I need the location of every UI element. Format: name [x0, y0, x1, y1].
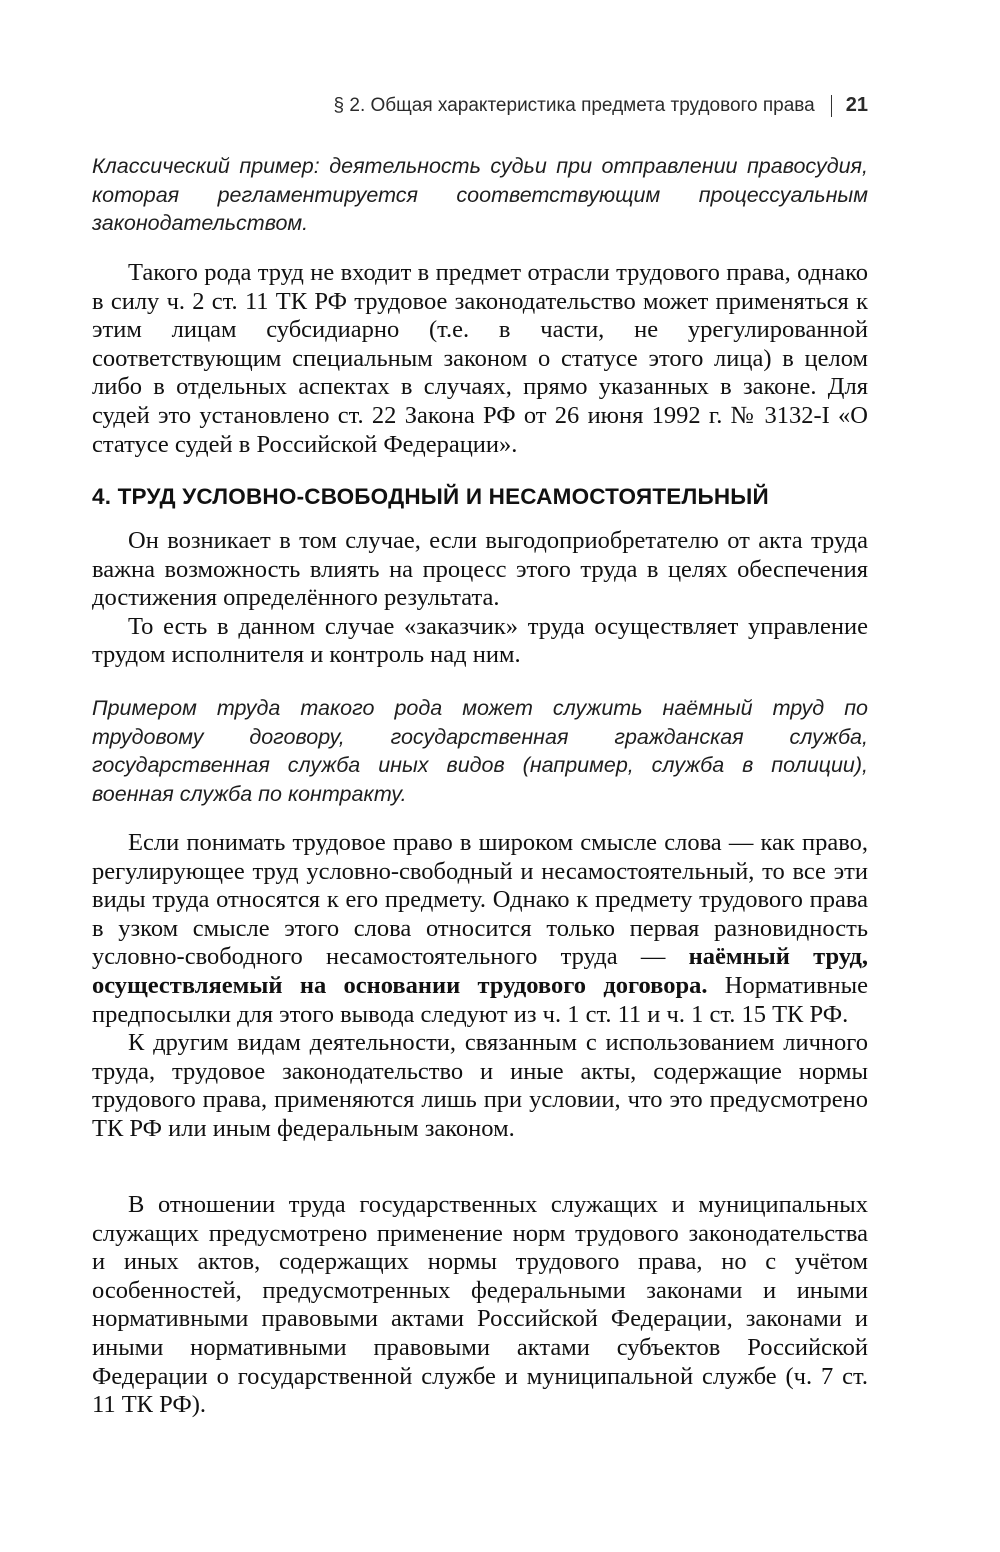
running-header-title: § 2. Общая характеристика предмета трудового права — [333, 94, 815, 116]
body-paragraph: Такого рода труд не входит в предмет отрасли трудового права, однако в силу ч. 2 ст. 11 ТК РФ трудовое законодательство может применяться к этим лицам субсидиарно (т.е. в части, не урегулированной соответствующим специальным законом о статусе этого лица) в целом либо в отдельных аспектах в случаях, прямо указанных в законе. Для судей это установлено ст. 22 Закона РФ от 26 июня 1992 г. № 3132-I «О статусе судей в Российской Федерации». — [92, 259, 868, 458]
page-number: 21 — [845, 94, 868, 116]
body-paragraph-group-1 — [92, 259, 868, 459]
bold-emphasis: наёмный труд, осуществляемый на основании трудового договора. — [92, 943, 868, 999]
body-paragraph-group-4 — [92, 1191, 868, 1420]
example-block-2: Примером труда такого рода может служить наёмный труд по трудовому договору, государственная гражданская служба, государственная служба иных видов (например, служба в полиции), военная служба по контракту. — [92, 696, 868, 806]
body-paragraph — [92, 829, 868, 1029]
body-paragraph-group-2 — [92, 527, 868, 670]
example-block-1: Классический пример: деятельность судьи при отправлении правосудия, которая регламентируется соответствующим процессуальным законодательством. — [92, 154, 868, 235]
paragraph-text: Если понимать трудовое право в широком смысле слова — как право, регулирующее труд условно-свободный и несамостоятельный, то все эти виды труда относятся к его предмету. Однако к предмету трудового права в узком смысле этого слова относится только первая разновидность условно-свободного несамостоятельного труда — — [92, 829, 868, 971]
running-header — [334, 94, 868, 117]
body-paragraph: К другим видам деятельности, связанным с использованием личного труда, трудовое законодательство и иные акты, содержащие нормы трудового права, применяются лишь при условии, что это предусмотрено ТК РФ или иным федеральным законом. — [92, 1029, 868, 1142]
header-divider — [831, 95, 832, 117]
body-paragraph: То есть в данном случае «заказчик» труда осуществляет управление трудом исполнителя и контроль над ним. — [92, 612, 868, 669]
section-heading: 4. ТРУД УСЛОВНО-СВОБОДНЫЙ И НЕСАМОСТОЯТЕЛЬНЫЙ — [92, 484, 769, 509]
body-paragraph: В отношении труда государственных служащих и муниципальных служащих предусмотрено применение норм трудового законодательства и иных актов, содержащих нормы трудового права, но с учётом особенностей, предусмотренных федеральными законами и иными нормативными правовыми актами Российской Федерации, законами и иными нормативными правовыми актами субъектов Российской Федерации о государственной службе и муниципальной службе (ч. 7 ст. 11 ТК РФ). — [92, 1191, 868, 1419]
paragraph-text: Нормативные предпосылки для этого вывода следуют из ч. 1 ст. 11 и ч. 1 ст. 15 ТК РФ. — [92, 971, 869, 1028]
body-paragraph-group-3 — [92, 829, 868, 1144]
body-paragraph: Он возникает в том случае, если выгодоприобретателю от акта труда важна возможность влиять на процесс этого труда в целях обеспечения достижения определённого результата. — [92, 527, 868, 612]
